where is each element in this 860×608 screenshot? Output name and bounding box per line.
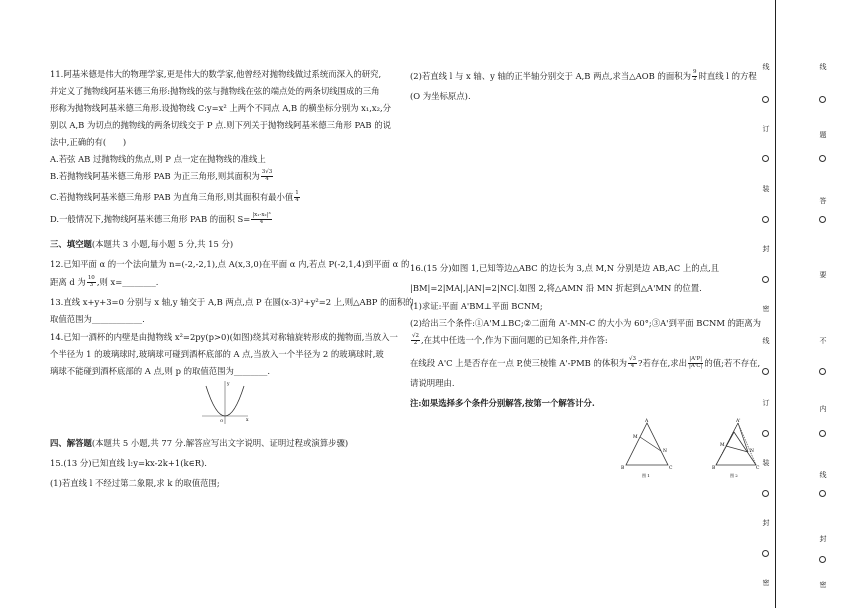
- triangle-abc: [626, 423, 668, 465]
- binding-char: 答: [819, 197, 827, 205]
- q11-line-5: 法中,正确的有( ): [50, 137, 127, 147]
- q16-distance-fraction: [411, 334, 420, 347]
- q15-part2-line-2: (O 为坐标原点).: [410, 91, 471, 101]
- label-m: M: [633, 435, 638, 440]
- q11-line-3: 形称为抛物线阿基米德三角形.设抛物线 C:y=x² 上两个不同点 A,B 的横坐标分别为 x₁,x₂,分: [50, 103, 392, 113]
- q16-line-6-text: 在线段 A'C 上是否存在一点 P,使三棱锥 A'-PMB 的体积为: [410, 357, 627, 368]
- binding-char: 订: [762, 125, 770, 133]
- binding-char: 线: [762, 63, 770, 71]
- q11-option-b: [50, 170, 274, 183]
- label-c: C: [756, 466, 760, 471]
- q13-line-1: 13.直线 x+y+3=0 分别与 x 轴,y 轴交于 A,B 两点,点 P 在圆(x-3)²+y²=2 上,则△ABP 的面积的: [50, 297, 414, 307]
- q11-option-b-fraction: [261, 170, 274, 183]
- q15-part2-text: (2)若直线 l 与 x 轴、y 轴的正半轴分别交于 A,B 两点,求当△AOB 的面积为: [410, 70, 691, 81]
- q16-ratio-fraction: [688, 357, 703, 370]
- binding-circle: [762, 216, 769, 223]
- binding-char: 线: [762, 337, 770, 345]
- section-3-heading: [50, 240, 233, 248]
- binding-circle: [762, 550, 769, 557]
- fraction-denominator: 4: [259, 218, 264, 225]
- binding-char: 密: [762, 305, 770, 313]
- fraction-denominator: 3: [89, 281, 94, 288]
- q16-line-5-text: ,在其中任选一个,作为下面问题的已知条件,并作答:: [421, 334, 608, 345]
- fraction-numerator: |A'P|: [689, 356, 703, 362]
- binding-circle: [762, 430, 769, 437]
- figure-2-folded: [712, 418, 762, 480]
- q16-line-6-mid: ?若存在,求出: [637, 357, 688, 368]
- q16-line-7: 请说明理由.: [410, 378, 455, 388]
- q16-note: 注:如果选择多个条件分别解答,按第一个解答计分.: [410, 398, 595, 408]
- q15-line-1: 15.(13 分)已知直线 l:y=kx-2k+1(k∈R).: [50, 458, 207, 468]
- q12-line-2: [50, 276, 158, 289]
- q15-part2-fraction: [692, 70, 698, 83]
- q11-option-c-text: C.若抛物线阿基米德三角形 PAB 为直角三角形,则其面积有最小值: [50, 191, 294, 202]
- fraction-denominator: 4: [265, 175, 269, 182]
- fraction-numerator: √2: [412, 333, 420, 339]
- binding-char: 不: [819, 337, 827, 345]
- segment-ac: [738, 423, 756, 465]
- binding-circle: [762, 96, 769, 103]
- binding-char: 密: [819, 581, 827, 589]
- figure-1-caption: 图 1: [642, 473, 650, 478]
- q11-option-d: [50, 213, 273, 226]
- binding-char: 装: [762, 459, 770, 467]
- binding-char: 订: [762, 399, 770, 407]
- fraction-numerator: 9: [692, 69, 697, 75]
- section-4-note: (本题共 5 小题,共 77 分.解答应写出文字说明、证明过程或演算步骤): [91, 438, 349, 448]
- binding-char: 封: [819, 535, 827, 543]
- section-3-note: (本题共 3 小题,每小题 5 分,共 15 分): [91, 239, 234, 249]
- q12-fraction: [87, 276, 96, 289]
- binding-char: 线: [819, 63, 827, 71]
- fraction-numerator: √3: [628, 356, 636, 362]
- origin-label: O: [220, 418, 224, 423]
- label-c: C: [669, 466, 673, 471]
- q11-option-a: A.若弦 AB 过抛物线的焦点,则 P 点一定在抛物线的准线上: [50, 154, 266, 164]
- q12-line-1: 12.已知平面 α 的一个法向量为 n=(-2,-2,1),点 A(x,3,0)在平面 α 内,若点 P(-2,1,4)到平面 α 的: [50, 259, 410, 269]
- binding-char: 要: [819, 271, 827, 279]
- figure-1-triangle: [620, 418, 678, 480]
- q16-line-2: |BM|=2|MA|,|AN|=2|NC|.如图 2,将△AMN 沿 MN 折起到△A'MN 的位置.: [410, 283, 702, 293]
- q16-line-6-end: 的值;若不存在,: [704, 357, 761, 368]
- q11-line-1: 11.阿基米德是伟大的物理学家,更是伟大的数学家,他曾经对抛物线做过系统而深入的研究,: [50, 69, 382, 79]
- fraction-denominator: |A'C|: [689, 362, 703, 369]
- q15-line-2: (1)若直线 l 不经过第二象限,求 k 的取值范围;: [50, 478, 220, 488]
- fraction-numerator: 1: [295, 190, 299, 196]
- binding-circle: [819, 556, 826, 563]
- segment-an: [738, 423, 748, 452]
- label-a: A: [645, 419, 649, 424]
- label-n: N: [663, 449, 667, 454]
- fraction-numerator: |x₁-x₂|³: [252, 212, 271, 218]
- q13-line-2: 取值范围为____________.: [50, 314, 145, 324]
- binding-circle: [819, 368, 826, 375]
- fraction-denominator: 4: [630, 362, 635, 369]
- binding-char: 装: [762, 185, 770, 193]
- q14-line-1: 14.已知一酒杯的内壁是由抛物线 x²=2py(p>0)(如图)绕其对称轴旋转形成的抛物面,当放入一: [50, 332, 398, 342]
- y-axis-label: y: [227, 382, 230, 387]
- q16-line-1: 16.(15 分)如图 1,已知等边△ABC 的边长为 3,点 M,N 分别是边 AB,AC 上的点,且: [410, 263, 720, 273]
- q11-line-2: 并定义了抛物线阿基米德三角形:抛物线的弦与抛物线在弦的端点处的两条切线围成的三角: [50, 86, 380, 96]
- binding-circle: [819, 490, 826, 497]
- q11-line-4: 别以 A,B 为切点的抛物线的两条切线交于 P 点.则下列关于抛物线阿基米德三角形 PAB 的说: [50, 120, 391, 130]
- label-m: M: [720, 443, 725, 448]
- x-axis-label: x: [246, 418, 249, 423]
- q16-line-6: [410, 357, 760, 370]
- q11-option-d-text: D.一般情况下,抛物线阿基米德三角形 PAB 的面积 S=: [50, 213, 251, 224]
- q11-option-d-fraction: [251, 213, 271, 226]
- q12-blank: ,则 x=________.: [96, 276, 159, 287]
- parabola-figure: [198, 378, 252, 428]
- section-4-heading: [50, 439, 348, 447]
- binding-char: 封: [762, 245, 770, 253]
- binding-char: 内: [819, 405, 827, 413]
- label-n: N: [750, 449, 754, 454]
- binding-circle: [819, 430, 826, 437]
- fraction-denominator: 2: [692, 75, 697, 82]
- q16-volume-fraction: [628, 357, 637, 370]
- binding-circle: [762, 490, 769, 497]
- q15-part2-text-end: 时直线 l 的方程: [698, 70, 757, 81]
- binding-char: 密: [762, 579, 770, 587]
- figure-2-caption: 图 2: [730, 473, 738, 478]
- binding-char: 题: [819, 131, 827, 139]
- binding-line: [775, 0, 776, 608]
- binding-circle: [762, 368, 769, 375]
- q12-text: 距离 d 为: [50, 276, 86, 287]
- segment-mn: [726, 446, 748, 452]
- q11-option-b-text: B.若抛物线阿基米德三角形 PAB 为正三角形,则其面积为: [50, 170, 260, 181]
- section-4-title: 四、解答题: [50, 438, 92, 448]
- binding-circle: [819, 155, 826, 162]
- q14-line-2: 个半径为 1 的玻璃球时,玻璃球可碰到酒杯底部的 A 点,当放入一个半径为 2 的玻璃球时,玻: [50, 349, 384, 359]
- fraction-denominator: 4: [295, 196, 299, 203]
- binding-circle: [762, 276, 769, 283]
- q16-line-5: [410, 334, 608, 347]
- binding-circle: [762, 155, 769, 162]
- binding-char: 封: [762, 519, 770, 527]
- q15-part2-line-1: [410, 70, 757, 83]
- fraction-denominator: 2: [413, 339, 418, 346]
- q16-line-3: (1)求证:平面 A'BM⊥平面 BCNM;: [410, 301, 543, 311]
- binding-circle: [819, 216, 826, 223]
- q11-option-c-fraction: [294, 191, 300, 204]
- section-3-title: 三、填空题: [50, 239, 92, 249]
- fraction-numerator: 3√3: [261, 169, 273, 175]
- q16-line-4: (2)给出三个条件:①A'M⊥BC;②二面角 A'-MN-C 的大小为 60°;③A'到平面 BCNM 的距离为: [410, 318, 762, 328]
- q11-option-c: [50, 191, 301, 204]
- binding-circle: [819, 96, 826, 103]
- binding-char: 线: [819, 471, 827, 479]
- label-b: B: [621, 466, 625, 471]
- q14-line-3: 璃球不能碰到酒杯底部的 A 点,则 p 的取值范围为________.: [50, 366, 271, 376]
- label-a-prime: A': [736, 419, 741, 424]
- label-b: B: [712, 466, 716, 471]
- fraction-numerator: 10: [87, 275, 95, 281]
